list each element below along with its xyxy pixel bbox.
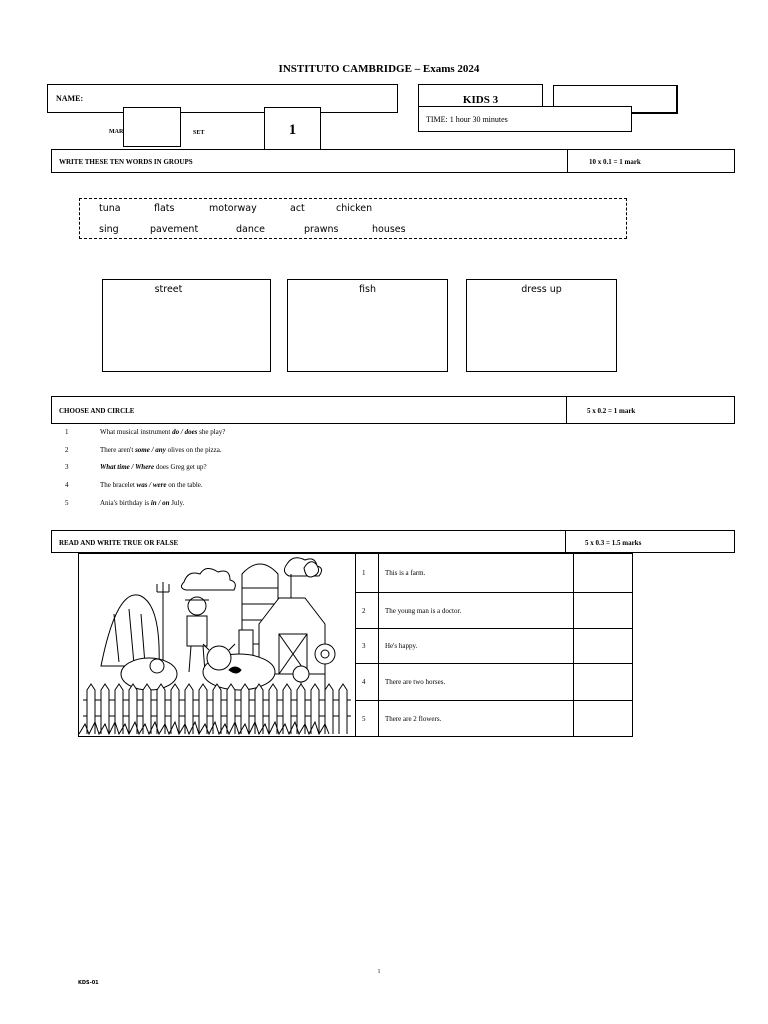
question-text [100, 446, 222, 454]
mark-label: MAR [109, 129, 124, 135]
question-option[interactable]: in / on [150, 499, 170, 507]
farm-drawing [79, 554, 355, 736]
word-prawns: prawns [304, 224, 339, 235]
set-value: 1 [288, 122, 297, 138]
question-text [100, 481, 203, 489]
section3-score: 5 x 0.3 = 1.5 marks [585, 539, 642, 547]
document-code: KDS-01 [78, 980, 99, 986]
question-number: 1 [65, 428, 69, 436]
true-false-table [355, 553, 633, 737]
set-box [264, 107, 321, 150]
section2-header [51, 396, 735, 424]
row-number: 2 [356, 593, 379, 629]
row-number: 4 [356, 664, 379, 701]
answer-cell[interactable] [574, 554, 633, 593]
section1-header [51, 149, 735, 173]
name-label: NAME: [56, 94, 84, 103]
question-text [100, 428, 225, 436]
row-number: 1 [356, 554, 379, 593]
row-statement: The young man is a doctor. [378, 593, 573, 629]
word-act: act [290, 203, 305, 214]
answer-cell[interactable] [574, 629, 633, 664]
answer-cell[interactable] [574, 701, 633, 737]
question-option[interactable]: What time / Where [100, 463, 155, 471]
word-pavement: pavement [150, 224, 199, 235]
question-post: does Greg get up? [154, 463, 207, 471]
word-tuna: tuna [99, 203, 121, 214]
answer-cell[interactable] [574, 664, 633, 701]
section1-title: WRITE THESE TEN WORDS IN GROUPS [59, 158, 193, 166]
section2-title: CHOOSE AND CIRCLE [59, 407, 135, 415]
group-title-street: street [154, 284, 183, 295]
table-row [356, 629, 633, 664]
question-post: she play? [197, 428, 226, 436]
group-title-dress-up: dress up [521, 284, 562, 295]
question-option[interactable]: do / does [172, 428, 198, 436]
section3-title: READ AND WRITE TRUE OR FALSE [59, 539, 179, 547]
mark-box[interactable] [123, 107, 181, 147]
question-post: olives on the pizza. [165, 446, 222, 454]
question-option[interactable]: was / were [136, 481, 167, 489]
question-pre: The bracelet [100, 481, 137, 489]
group-title-fish: fish [359, 284, 376, 295]
word-houses: houses [372, 224, 406, 235]
row-number: 5 [356, 701, 379, 737]
question-option[interactable]: some / any [135, 446, 166, 454]
word-flats: flats [154, 203, 175, 214]
page-number: 1 [377, 969, 381, 975]
question-pre: What musical instrument [100, 428, 173, 436]
answer-cell[interactable] [574, 593, 633, 629]
row-statement: There are 2 flowers. [378, 701, 573, 737]
section2-divider [566, 397, 567, 423]
section3-divider [565, 531, 566, 552]
question-number: 3 [65, 463, 69, 471]
row-statement: There are two horses. [378, 664, 573, 701]
section1-divider [567, 150, 568, 172]
word-sing: sing [99, 224, 119, 235]
name-field[interactable] [47, 84, 398, 113]
section2-score: 5 x 0.2 = 1 mark [587, 407, 636, 415]
section3-header [51, 530, 735, 553]
time-box [418, 106, 632, 132]
table-row [356, 593, 633, 629]
question-text [100, 499, 184, 507]
question-pre: There aren't [100, 446, 136, 454]
question-post: July. [169, 499, 185, 507]
row-statement: This is a farm. [378, 554, 573, 593]
section1-score: 10 x 0.1 = 1 mark [589, 158, 641, 166]
set-label: SET [193, 130, 205, 136]
question-number: 5 [65, 499, 69, 507]
question-post: on the table. [166, 481, 203, 489]
question-number: 4 [65, 481, 69, 489]
time-label: TIME: 1 hour 30 minutes [426, 115, 508, 124]
table-row [356, 664, 633, 701]
level-label: KIDS 3 [462, 94, 499, 106]
table-row [356, 701, 633, 737]
question-text [100, 463, 207, 471]
table-row [356, 554, 633, 593]
question-number: 2 [65, 446, 69, 454]
row-statement: He's happy. [378, 629, 573, 664]
word-chicken: chicken [336, 203, 373, 214]
row-number: 3 [356, 629, 379, 664]
word-motorway: motorway [209, 203, 257, 214]
farm-illustration [78, 553, 356, 737]
word-dance: dance [236, 224, 265, 235]
question-pre: Ania's birthday is [100, 499, 151, 507]
page-title: INSTITUTO CAMBRIDGE – Exams 2024 [278, 63, 480, 75]
